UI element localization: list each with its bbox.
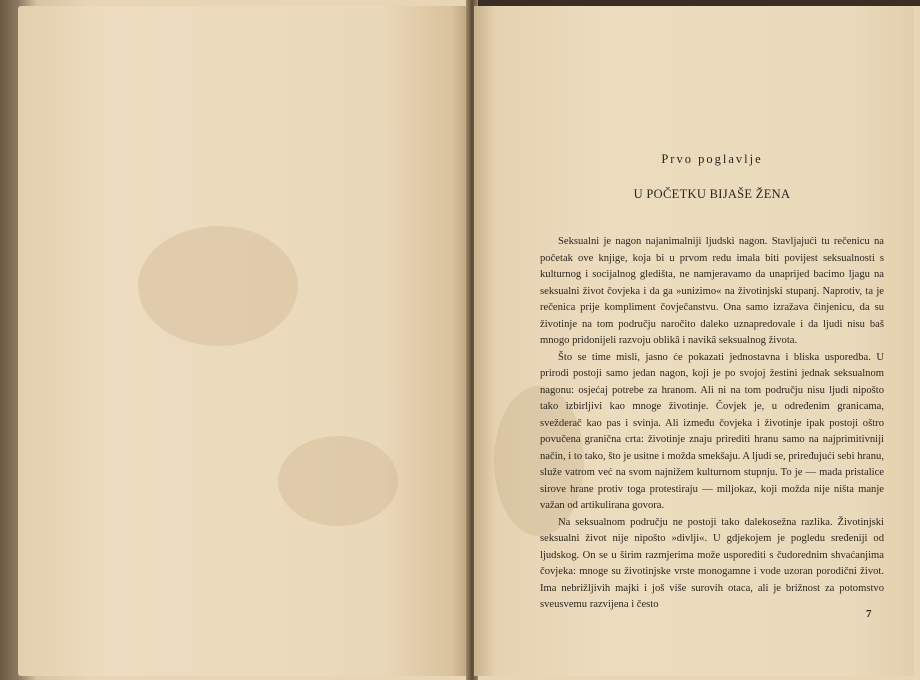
paper-stain bbox=[278, 436, 398, 526]
chapter-title: U POČETKU BIJAŠE ŽENA bbox=[633, 187, 791, 201]
chapter-label: Prvo poglavlje bbox=[661, 152, 763, 166]
paper-stain bbox=[138, 226, 298, 346]
right-page bbox=[474, 6, 914, 676]
paragraph: Na seksualnom području ne postoji tako dalekosežna razlika. Životinjski seksualni život nije nipošto »divlji«. U gdjekojem je pogledu sređeniji od ljudskog. On se u širim razmjerima može usporediti s čudorednim shvaćanjima čovjeka: mnoge su životinjske vrste monogamne i vode uzoran porodični život. Ima nebrižljivih majki i još više surovih otaca, ali je brižnost za potomstvo sveusvemu razvijena i često bbox=[540, 516, 884, 610]
paragraph: Seksualni je nagon najanimalniji ljudski nagon. Stavljajući tu rečenicu na početak ove knjige, koja bi u prvom redu imala biti povijest seksualnosti s kulturnog i socijalnog gledišta, ne namjeravamo da unaprijed bacimo ljagu na seksualni život čovjeka i da ga »unizimo« na životinjski stupanj. Naprotiv, ta je rečenica prije kompliment čovječanstvu. Ona samo izražava činjenicu, da su životinje na tom području naročito daleko uznapredovale i da ljudi nisu baš mnogo pridonijeli razvoju oblikâ i navikâ seksualnog života. bbox=[540, 236, 884, 346]
chapter-content bbox=[540, 152, 884, 614]
paragraph: Što se time misli, jasno će pokazati jednostavna i bliska usporedba. U prirodi postoji samo jedan nagon, koji je po svojoj žestini jednak seksualnom nagonu: osjećaj potrebe za hranom. Ali ni na tom području nisu ljudi nipošto tako izbirljivi kao mnoge životinje. Čovjek je, u određenim granicama, svežderač kao pas i svinja. Ali između čovjeka i životinje ipak postoji oštro povučena granična crta: životinje znaju prirediti hranu samo na najprimitivniji način, i to tako, što je usitne i možda smekšaju. A ljudi se, priređujući sebi hranu, služe vatrom već na svom najnižem kulturnom stupnju. To je — mada pristalice sirove hrane protiv toga protestiraju — miljokaz, koji možda nije ništa manje važan od artikulirana govora. bbox=[540, 351, 884, 511]
page-number: 7 bbox=[866, 608, 872, 620]
left-page bbox=[18, 6, 470, 676]
